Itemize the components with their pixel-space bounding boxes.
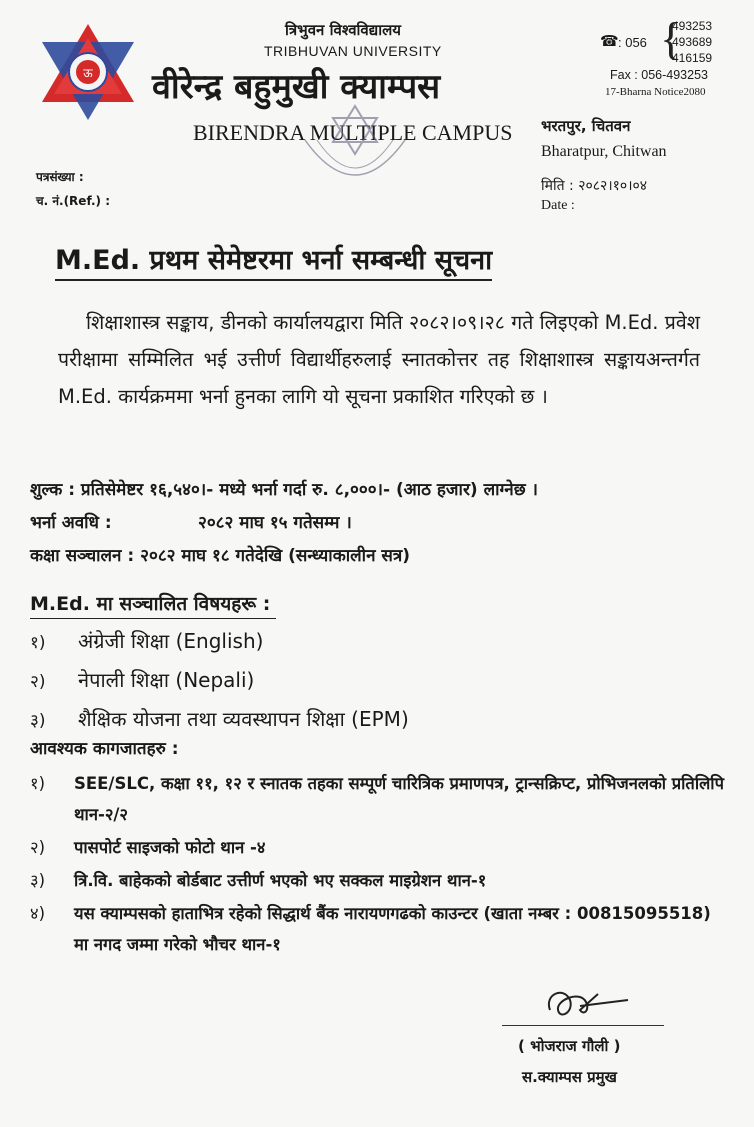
- signatory-title: स.क्याम्पस प्रमुख: [522, 1068, 617, 1086]
- list-number: २): [30, 672, 46, 692]
- campus-name-np: वीरेन्द्र बहुमुखी क्याम्पस: [152, 67, 441, 107]
- class-label: कक्षा सञ्चालन :: [30, 546, 135, 566]
- subjects-heading-underline: [30, 618, 276, 620]
- list-number: १): [30, 774, 46, 793]
- admission-row: [30, 510, 352, 533]
- campus-name-en: BIRENDRA MULTIPLE CAMPUS: [193, 120, 513, 145]
- notice-title-text: M.Ed. प्रथम सेमेष्टरमा भर्ना सम्बन्धी सूचना: [55, 245, 493, 276]
- university-name-np: त्रिभुवन विश्वविद्यालय: [285, 21, 401, 39]
- signatory-name: ( भोजराज गौली ): [518, 1037, 621, 1055]
- notice-title: [55, 240, 492, 277]
- list-number: २): [30, 838, 46, 857]
- subjects-list: [30, 623, 409, 740]
- document-text: यस क्याम्पसको हाताभित्र रहेको सिद्धार्थ बैंक नारायणगढको काउन्टर (खाता नम्बर : 00815095518) मा नगद जम्मा गरेको भौचर थान-१: [74, 904, 711, 954]
- list-number: ३): [30, 871, 46, 890]
- document-text: SEE/SLC, कक्षा ११, १२ र स्नातक तहका सम्पूर्ण चारित्रिक प्रमाणपत्र, ट्रान्सक्रिप्ट, प्रोभिजनलको प्रतिलिपि थान-२/२: [74, 774, 724, 824]
- class-value: २०८२ माघ १८ गतेदेखि (सन्ध्याकालीन सत्र): [140, 546, 411, 566]
- signature: [540, 980, 630, 1028]
- phone-icon: ☎: [600, 32, 619, 50]
- class-row: [30, 543, 410, 566]
- subjects-heading: [30, 590, 270, 616]
- phone-number: 416159: [672, 51, 713, 65]
- phone-prefix: : 056: [618, 35, 647, 50]
- title-underline: [55, 279, 492, 281]
- patra-sankhya-label: पत्रसंख्या :: [36, 170, 84, 184]
- document-text: पासपोर्ट साइजको फोटो थान -४: [74, 838, 266, 857]
- documents-heading: आवश्यक कागजातहरु :: [30, 739, 179, 759]
- svg-text:ऊ: ऊ: [83, 66, 93, 80]
- phone-number: 493689: [672, 35, 713, 49]
- notice-paragraph: [58, 304, 700, 415]
- phone-numbers: [672, 18, 712, 66]
- admission-label: भर्ना अवधि :: [30, 513, 112, 533]
- list-number: ३): [30, 711, 46, 731]
- notice-paragraph-text: शिक्षाशास्त्र सङ्काय, डीनको कार्यालयद्वारा मिति २०८२।०९।२८ गते लिइएको M.Ed. प्रवेश परीक्षामा सम्मिलित भई उत्तीर्ण विद्यार्थीहरुलाई स्नातकोत्तर तह शिक्षाशास्त्र सङ्कायअन्तर्गत M.Ed. कार्यक्रममा भर्ना हुनका लागि यो सूचना प्रकाशित गरिएको छ ।: [58, 311, 700, 408]
- address-np: भरतपुर, चितवन: [541, 117, 631, 135]
- list-item: [30, 768, 730, 830]
- fee-label: शुल्क :: [30, 480, 75, 500]
- fee-value: प्रतिसेमेष्टर १६,५४०।- मध्ये भर्ना गर्दा रु. ८,०००।- (आठ हजार) लाग्नेछ ।: [80, 480, 539, 500]
- subject-name: शैक्षिक योजना तथा व्यवस्थापन शिक्षा (EPM): [78, 707, 409, 731]
- list-item: [30, 662, 409, 701]
- signature-line: [502, 1025, 664, 1026]
- admission-value: २०८२ माघ १५ गतेसम्म ।: [198, 513, 352, 533]
- phone-number: 493253: [672, 19, 713, 33]
- date-np: मिति : २०८२।१०।०४: [541, 178, 648, 194]
- date-en-label: Date :: [541, 198, 575, 213]
- university-name-en: TRIBHUVAN UNIVERSITY: [264, 43, 442, 59]
- list-item: [30, 898, 730, 960]
- list-number: ४): [30, 904, 46, 923]
- documents-list: [30, 768, 730, 962]
- subjects-heading-text: M.Ed. मा सञ्चालित विषयहरू :: [30, 593, 271, 615]
- list-number: १): [30, 633, 46, 653]
- reference-label: च. नं.(Ref.) :: [36, 194, 111, 208]
- address-en: Bharatpur, Chitwan: [541, 143, 667, 160]
- notice-number: 17-Bharna Notice2080: [605, 86, 706, 98]
- list-item: [30, 832, 730, 863]
- list-item: [30, 865, 730, 896]
- fee-row: [30, 477, 538, 500]
- document-text: त्रि.वि. बाहेकको बोर्डबाट उत्तीर्ण भएको भए सक्कल माइग्रेशन थान-१: [74, 871, 487, 890]
- campus-stamp: [285, 100, 425, 210]
- list-item: [30, 623, 409, 662]
- fax-number: Fax : 056-493253: [610, 68, 708, 82]
- list-item: [30, 701, 409, 740]
- phone-brace: {: [660, 13, 683, 64]
- subject-name: नेपाली शिक्षा (Nepali): [78, 668, 255, 692]
- subject-name: अंग्रेजी शिक्षा (English): [78, 629, 264, 653]
- tribhuvan-university-logo: [36, 20, 140, 124]
